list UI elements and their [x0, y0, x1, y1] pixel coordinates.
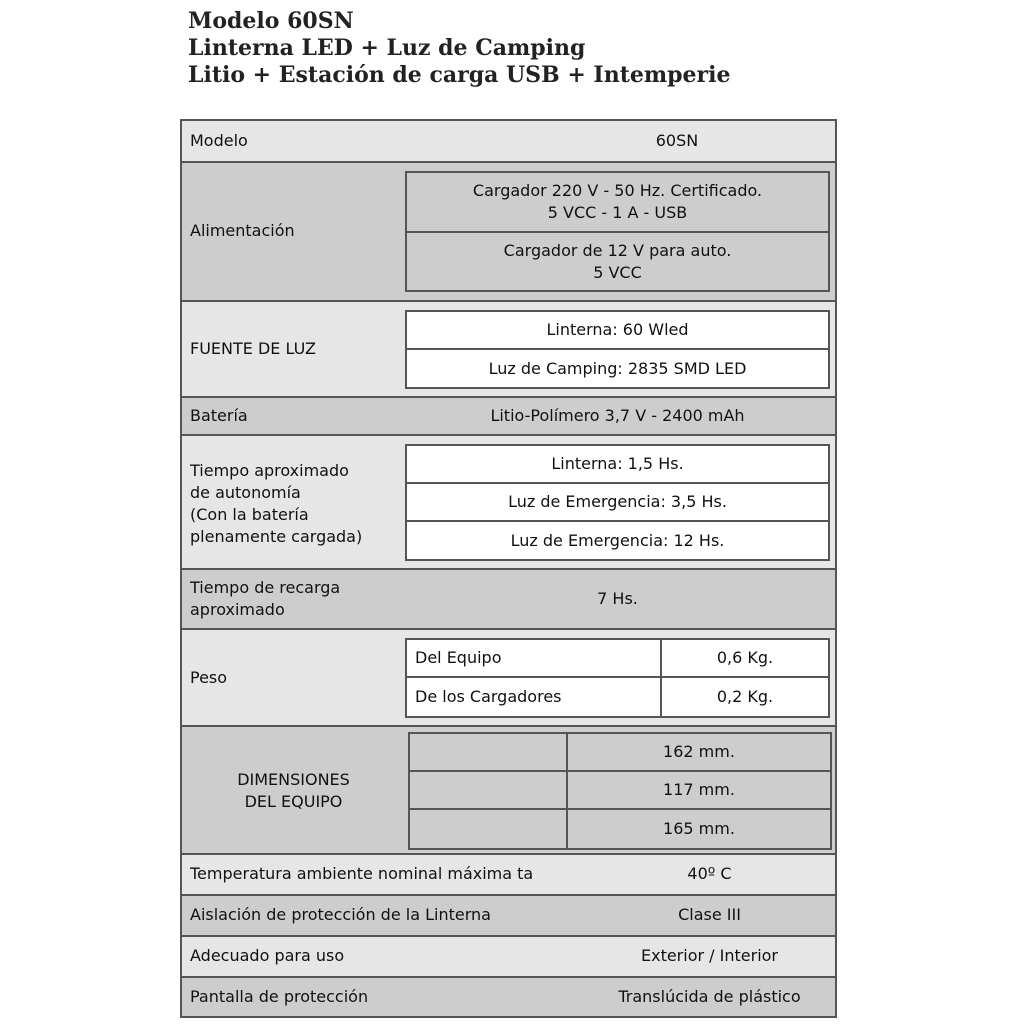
autonomia-box — [405, 444, 830, 561]
peso-box — [405, 638, 830, 718]
dimensiones-label — [182, 769, 405, 813]
aislacion-label: Aislación de protección de la Linterna — [190, 905, 491, 924]
recarga-value: 7 Hs. — [597, 589, 638, 608]
dim-value-2: 117 mm. — [663, 780, 735, 799]
dim-value-1: 162 mm. — [663, 742, 735, 761]
title-line-features: Litio + Estación de carga USB + Intemperie — [188, 62, 731, 88]
peso-cargadores-value: 0,2 Kg. — [716, 687, 774, 706]
title-line-model: Modelo 60SN — [188, 8, 354, 34]
dim-blank-2 — [410, 772, 568, 810]
fuente-box — [405, 310, 830, 389]
recarga-label — [190, 577, 340, 621]
row-recarga — [182, 570, 835, 630]
peso-cargadores-label: De los Cargadores — [415, 687, 562, 706]
peso-equipo-value-cell — [662, 640, 828, 678]
dim-blank-1 — [410, 734, 568, 772]
fuente-label: FUENTE DE LUZ — [190, 339, 316, 358]
row-temperatura — [182, 855, 835, 896]
dimensiones-label-line1: DIMENSIONES — [237, 770, 350, 789]
row-peso — [182, 630, 835, 727]
row-dimensiones — [182, 727, 835, 855]
row-modelo — [182, 121, 835, 163]
dim-blank-3 — [410, 810, 568, 848]
dim-value-3: 165 mm. — [663, 819, 735, 838]
charger-12v-cell — [407, 233, 828, 290]
row-bateria — [182, 398, 835, 436]
fuente-camping: Luz de Camping: 2835 SMD LED — [488, 358, 747, 378]
dimensiones-box — [408, 732, 832, 850]
modelo-label: Modelo — [190, 131, 248, 150]
charger-220v-line1: Cargador 220 V - 50 Hz. Certificado. — [472, 181, 763, 200]
peso-equipo-label: Del Equipo — [415, 648, 502, 667]
fuente-linterna: Linterna: 60 Wled — [546, 320, 689, 339]
spec-table — [180, 119, 837, 1018]
autonomia-label-line4: plenamente cargada) — [190, 527, 363, 546]
fuente-camping-cell — [407, 350, 828, 387]
uso-label: Adecuado para uso — [190, 946, 345, 965]
charger-220v-line2: 5 VCC - 1 A - USB — [547, 203, 688, 222]
autonomia-emergencia-2: Luz de Emergencia: 12 Hs. — [510, 530, 725, 550]
peso-cargadores-value-cell — [662, 678, 828, 716]
page-title — [188, 8, 730, 89]
row-fuente-de-luz — [182, 302, 835, 398]
alimentacion-box — [405, 171, 830, 292]
peso-equipo-label-cell — [407, 640, 662, 678]
row-autonomia — [182, 436, 835, 570]
recarga-label-line2: aproximado — [190, 600, 285, 619]
peso-cargadores-label-cell — [407, 678, 662, 716]
row-pantalla — [182, 978, 835, 1016]
peso-equipo-value: 0,6 Kg. — [716, 648, 774, 667]
alimentacion-label: Alimentación — [190, 221, 295, 240]
title-line-product: Linterna LED + Luz de Camping — [188, 35, 586, 61]
autonomia-emergencia-1-cell — [407, 484, 828, 522]
autonomia-emergencia-2-cell — [407, 522, 828, 559]
autonomia-linterna: Linterna: 1,5 Hs. — [551, 454, 684, 473]
row-alimentacion — [182, 163, 835, 302]
autonomia-label-line3: (Con la batería — [190, 505, 309, 524]
temperatura-value: 40º C — [687, 864, 732, 883]
peso-label: Peso — [190, 668, 228, 687]
charger-12v-line1: Cargador de 12 V para auto. — [503, 240, 732, 260]
dim-value-3-cell — [568, 810, 830, 848]
charger-220v-cell — [407, 173, 828, 233]
autonomia-label — [190, 460, 362, 548]
temperatura-label: Temperatura ambiente nominal máxima ta — [190, 864, 534, 883]
dim-value-2-cell — [568, 772, 830, 810]
autonomia-emergencia-1: Luz de Emergencia: 3,5 Hs. — [508, 492, 727, 511]
dim-value-1-cell — [568, 734, 830, 772]
row-aislacion — [182, 896, 835, 937]
bateria-label: Batería — [190, 406, 248, 425]
autonomia-linterna-cell — [407, 446, 828, 484]
pantalla-value: Translúcida de plástico — [618, 987, 801, 1006]
modelo-value: 60SN — [655, 131, 699, 150]
dimensiones-label-line2: DEL EQUIPO — [244, 792, 343, 811]
charger-12v-line2: 5 VCC — [593, 262, 642, 282]
fuente-linterna-cell — [407, 312, 828, 350]
row-uso — [182, 937, 835, 978]
uso-value: Exterior / Interior — [640, 946, 778, 965]
recarga-label-line1: Tiempo de recarga — [190, 578, 341, 597]
pantalla-label: Pantalla de protección — [190, 987, 369, 1006]
bateria-value: Litio-Polímero 3,7 V - 2400 mAh — [490, 406, 745, 425]
autonomia-label-line1: Tiempo aproximado — [190, 461, 349, 480]
aislacion-value: Clase III — [678, 905, 741, 924]
autonomia-label-line2: de autonomía — [190, 483, 301, 502]
